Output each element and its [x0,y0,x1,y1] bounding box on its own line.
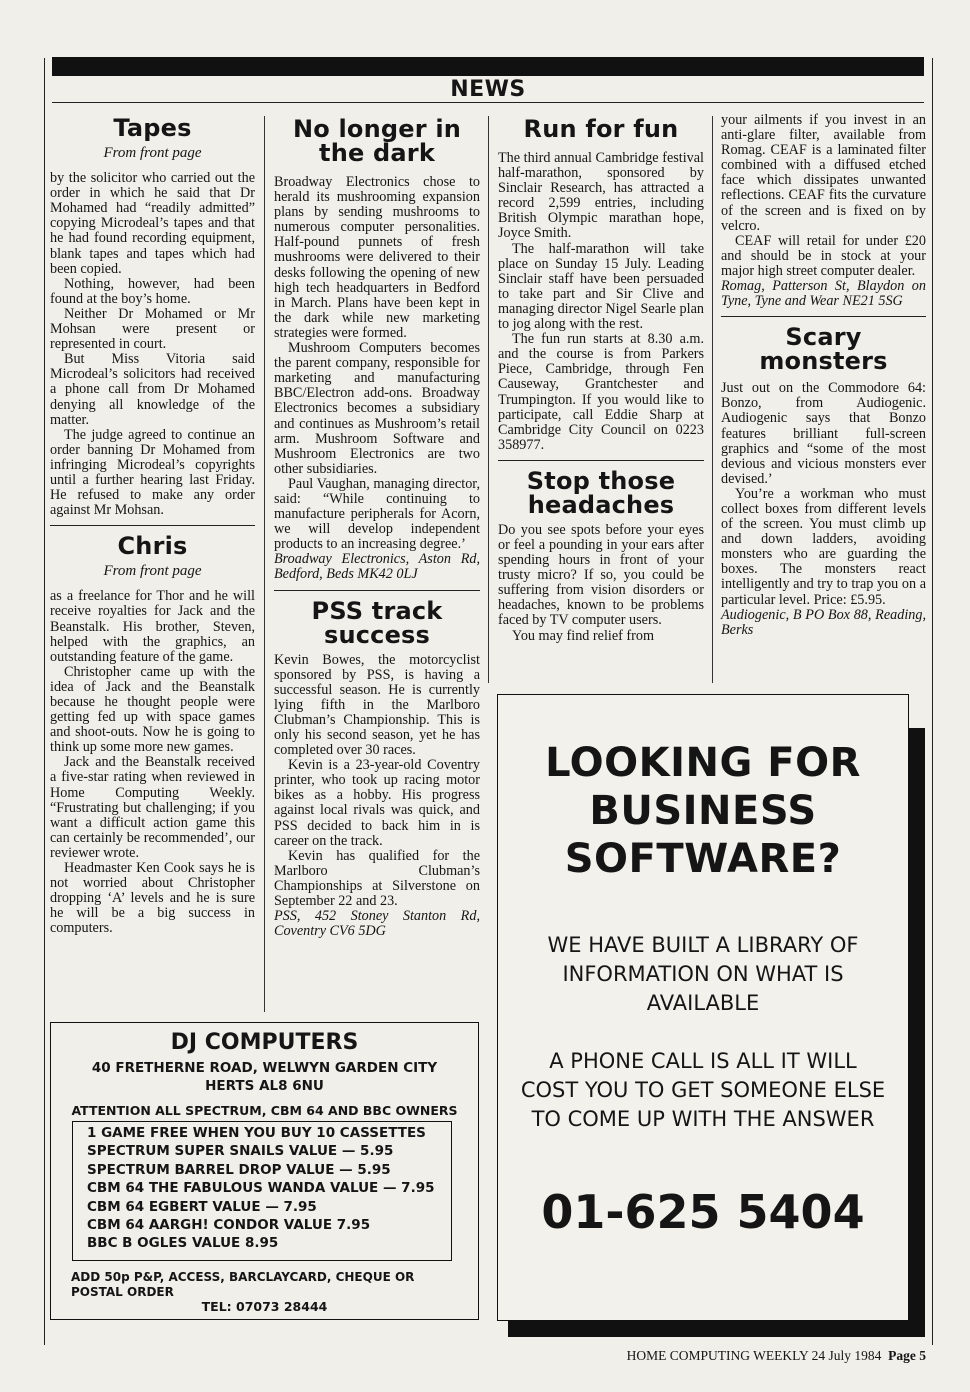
dark-address: Broadway Electronics, Aston Rd, Bedford, Beds MK42 0LJ [274,551,480,583]
footer-publication: HOME COMPUTING WEEKLY 24 July 1984 [626,1348,882,1363]
dj-ad-offer: SPECTRUM BARREL DROP VALUE — 5.95 [87,1161,391,1178]
footer-page-number: Page 5 [888,1348,926,1363]
chris-headline: Chris [117,532,188,561]
monsters-para: You’re a workman who must collect boxes from different levels of the screen. You must climb up and down ladders, avoiding monsters who are guarding the boxes. The monsters react intelligently and try to trap you on a particular level. Price: £5.95. [721,485,926,608]
tapes-para: Nothing, however, had been found at the boy’s home. [50,275,255,307]
headaches-cont-para: CEAF will retail for under £20 and should be in stock at your major high street computer dealer. [721,232,926,279]
article-divider [50,525,255,526]
ad-shadow [909,728,925,1321]
business-ad-body [498,1047,908,1134]
page-frame-left [44,58,45,1345]
pss-para: Kevin has qualified for the Marlboro Clubman’s Championships at Silverstone on September 22 and 23. [274,847,480,910]
column-4 [721,113,926,638]
run-para: The fun run starts at 8.30 a.m. and the course is from Parkers Piece, Cambridge, through Fen Causeway, Grantchester and Trumpington. If you would like to participate, call Eddie Sharp at Cambridge City Council on 0223 358977. [498,331,704,453]
business-ad-body-line: AVAILABLE [646,991,760,1015]
column-divider [264,116,265,1012]
column-divider [712,116,713,683]
business-ad-body-line: TO COME UP WITH THE ANSWER [531,1107,875,1131]
business-ad-headline-line: SOFTWARE? [564,836,842,882]
business-ad-phone: 01-625 5404 [541,1185,865,1239]
business-ad-body-line: INFORMATION ON WHAT IS [562,962,844,986]
dark-para: Paul Vaughan, managing director, said: “While continuing to manufacture peripherals for Acorn, we will develop independent products to an increasing degree.’ [274,475,480,553]
article-divider [498,460,704,461]
business-ad-headline-line: LOOKING FOR [545,740,861,786]
dj-ad-offer: CBM 64 EGBERT VALUE — 7.95 [87,1198,317,1215]
section-label: NEWS [52,76,924,103]
column-1 [50,116,255,937]
dj-ad-offer: 1 GAME FREE WHEN YOU BUY 10 CASSETTES [87,1125,426,1141]
pss-address: PSS, 452 Stoney Stanton Rd, Coventry CV6 5DG [274,908,480,940]
tapes-dek: From front page [103,145,202,161]
page-frame-right [932,58,933,1345]
dj-ad-payment-line: POSTAL ORDER [71,1285,174,1299]
business-ad-body [498,931,908,1018]
monsters-headline: Scary monsters [759,323,888,376]
dj-ad-attention: ATTENTION ALL SPECTRUM, CBM 64 AND BBC OWNERS [71,1103,458,1118]
dark-headline: No longer in the dark [292,115,462,167]
tapes-para: by the solicitor who carried out the order in which he said that Dr Mohamed had “readily admitted” copying Microdeal’s tapes and that he had found recording equipment, blank tapes and tapes which had been copied. [50,170,255,277]
tapes-para: Neither Dr Mohamed or Mr Mohsan were present or represented in court. [50,305,255,353]
column-2 [274,117,480,939]
tapes-headline: Tapes [113,114,192,142]
headaches-cont-para: your ailments if you invest in an anti-glare filter, available from Romag. CEAF is a laminated filter combined with a diffused etched face which dissipates unwanted reflections. CEAF fits the curvature of the screen and is fixed on by velcro. [721,112,926,234]
pss-headline: PSS track success [311,596,443,649]
business-ad-body-line: WE HAVE BUILT A LIBRARY OF [547,933,859,957]
dj-ad-telephone: TEL: 07073 28444 [201,1299,328,1314]
business-ad-body-line: A PHONE CALL IS ALL IT WILL [549,1049,857,1073]
dj-ad-payment [71,1270,414,1300]
dj-ad-road: 40 FRETHERNE ROAD, WELWYN GARDEN CITY [91,1060,438,1076]
dj-ad-town: HERTS AL8 6NU [205,1078,324,1094]
headaches-para: Do you see spots before your eyes or feel a pounding in your ears after spending hours in front of your trusty micro? If so, you could be suffering from vision disorders or headaches, known to be problems faced by TV computer users. [498,521,704,629]
chris-para: Headmaster Ken Cook says he is not worried about Christopher dropping ‘A’ levels and he is sure he will be a big success in computers. [50,860,255,937]
column-3 [498,117,704,644]
dj-ad-offer: BBC B OGLES VALUE 8.95 [87,1235,279,1252]
page-footer [596,1348,926,1364]
dj-ad-offer: SPECTRUM SUPER SNAILS VALUE — 5.95 [87,1143,394,1160]
dark-para: Mushroom Computers becomes the parent company, responsible for marketing and manufacturing BBC/Electron add-ons. Broadway Electronics becomes a subsidiary and continues as Mushroom’s retail arm. Mushroom Software and Mushroom Electronics are two other subsidiaries. [274,340,480,477]
run-headline: Run for fun [523,115,679,143]
business-ad-headline-line: BUSINESS [589,788,817,834]
pss-para: Kevin is a 23-year-old Coventry printer, who took up racing motor bikes as a hobby. His progress against local rivals was quick, and PSS decided to back him in is career on the track. [274,757,480,849]
article-divider [721,316,926,317]
chris-para: Christopher came up with the idea of Jack and the Beanstalk because he thought people were getting fed up with space games and shoot-outs. Now he is going to think up some more new games. [50,663,255,756]
monsters-address: Audiogenic, B PO Box 88, Reading, Berks [721,606,926,638]
chris-para: Jack and the Beanstalk received a five-star rating when reviewed in Home Computing Weekly. “Frustrating but challenging; if you want a difficult action game this can certainly be recommended’, our reviewer wrote. [50,754,255,861]
article-divider [274,590,480,591]
dj-ad-payment-line: ADD 50p P&P, ACCESS, BARCLAYCARD, CHEQUE OR [71,1270,415,1284]
column-divider [488,116,489,683]
chris-dek: From front page [103,563,202,580]
run-para: The half-marathon will take place on Sunday 15 July. Leading Sinclair staff have been persuaded to take part and Sir Clive and managing director Nigel Searle plan to jog along with the rest. [498,240,704,333]
headaches-address: Romag, Patterson St, Blaydon on Tyne, Tyne and Wear NE21 5SG [721,278,926,310]
dj-ad-name: DJ COMPUTERS [170,1030,359,1055]
dj-ad-offer: CBM 64 AARGH! CONDOR VALUE 7.95 [87,1217,371,1234]
tapes-para: But Miss Vitoria said Microdeal’s solicitors had received a phone call from Dr Mohamed denying all knowledge of the matter. [50,351,255,428]
monsters-para: Just out on the Commodore 64: Bonzo, from Audiogenic. Audiogenic says that Bonzo features brilliant full-screen graphics and “some of the most devious and vicious monsters ever devised.’ [721,380,926,487]
dark-para: Broadway Electronics chose to herald its mushrooming expansion plans by sending mushrooms to numerous computer personalities. Half-pound punnets of fresh mushrooms were delivered to their desks following the opening of new high tech headquarters in Bedford in March. Plans have been kept in the dark while new marketing strategies were formed. [274,174,480,341]
business-ad-headline [498,739,908,883]
chris-para: as a freelance for Thor and he will receive royalties for Jack and the Beanstalk. His brother, Steven, helped with the graphics, an outstanding feature of the game. [50,588,255,665]
ad-shadow [508,1321,925,1337]
dj-ad-offer-box [72,1121,452,1261]
headaches-para: You may find relief from [512,627,654,644]
business-ad-body-line: COST YOU TO GET SOMEONE ELSE [520,1078,886,1102]
pss-para: Kevin Bowes, the motorcyclist sponsored by PSS, is having a successful season. He is currently lying fifth in the Marlboro Clubman’s Championship. This is only his second season, yet he has completed over 30 races. [274,651,480,759]
headaches-headline: Stop those headaches [526,466,676,519]
dj-computers-ad [50,1022,479,1320]
dj-ad-offer: CBM 64 THE FABULOUS WANDA VALUE — 7.95 [87,1180,435,1197]
tapes-para: The judge agreed to continue an order banning Dr Mohamed from infringing Microdeal’s copyrights until a further hearing last Friday. He refused to make any order against Mr Mohsan. [50,426,255,519]
business-software-ad [497,694,909,1321]
run-para: The third annual Cambridge festival half-marathon, sponsored by Sinclair Research, has attracted a record 2,599 entries, including British Olympic marathan hope, Joyce Smith. [498,150,704,242]
top-banner-bar [52,57,924,76]
